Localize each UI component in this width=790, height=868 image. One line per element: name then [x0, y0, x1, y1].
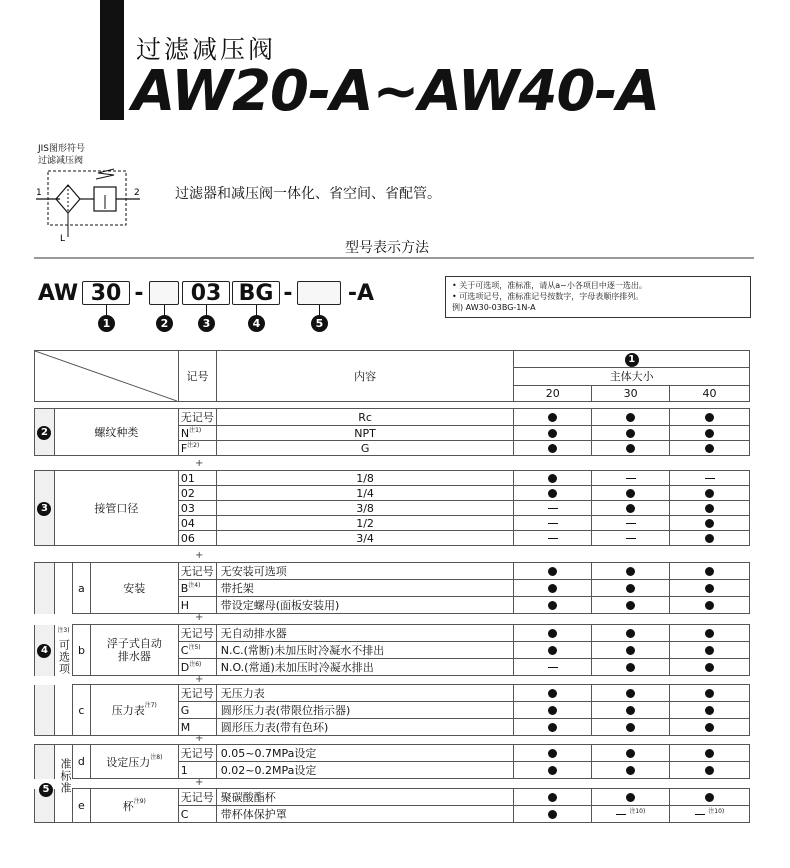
option-code: 无记号: [178, 685, 216, 702]
symbol-port-in: 1: [36, 188, 42, 198]
option-content: 圆形压力表(带有色环): [216, 719, 514, 736]
leader-1: [106, 305, 107, 315]
ordering-note: [445, 276, 751, 318]
option-code: $B^{注4)}$: [178, 580, 216, 597]
port-code: 01: [178, 471, 216, 486]
avail-cell: [514, 719, 592, 736]
jis-symbol: [36, 165, 146, 249]
available-dot: [705, 534, 714, 543]
options-marker-cell: [35, 685, 55, 736]
avail-cell: [670, 806, 750, 823]
unavailable-dash: [626, 523, 636, 524]
avail-cell: [514, 762, 592, 779]
code-suffix: -A: [347, 280, 375, 306]
available-dot: [626, 444, 635, 453]
avail-cell: [514, 426, 592, 441]
avail-cell: [670, 531, 750, 546]
semi-d-table: [34, 744, 750, 779]
available-dot: [548, 793, 557, 802]
option-code: $D^{注6)}$: [178, 659, 216, 676]
available-dot: [626, 584, 635, 593]
semi-marker: 5: [39, 783, 53, 797]
leader-5: [319, 305, 320, 315]
semi-d-label: 设定压力$^{注8)}$: [90, 745, 178, 779]
semi-code: 1: [178, 762, 216, 779]
avail-cell: [514, 580, 592, 597]
avail-cell: [514, 625, 592, 642]
option-content: N.C.(常断)未加压时冷凝水不排出: [216, 642, 514, 659]
avail-cell: [514, 789, 592, 806]
avail-cell: [514, 409, 592, 426]
port-label: 接管口径: [54, 471, 178, 546]
options-vertical-cell: [54, 563, 72, 614]
port-code: 02: [178, 486, 216, 501]
available-dot: [705, 444, 714, 453]
available-dot: [626, 663, 635, 672]
thread-code: $F^{注2)}$: [178, 441, 216, 456]
semi-code: 无记号: [178, 745, 216, 762]
avail-cell: [670, 409, 750, 426]
symbol-boundary: [48, 171, 126, 225]
plus-separator: +: [195, 612, 204, 623]
unavailable-dash: [548, 667, 558, 668]
avail-cell: [592, 531, 670, 546]
thread-content: G: [216, 441, 514, 456]
available-dot: [548, 567, 557, 576]
avail-cell: [670, 789, 750, 806]
avail-cell: [592, 719, 670, 736]
port-content: 1/4: [216, 486, 514, 501]
available-dot: [548, 706, 557, 715]
avail-cell: [514, 642, 592, 659]
option-c-label: 压力表$^{注7)}$: [90, 685, 178, 736]
plus-separator: +: [195, 458, 204, 469]
available-dot: [626, 689, 635, 698]
semi-d-letter: d: [72, 745, 90, 779]
avail-cell: [514, 659, 592, 676]
port-table: [34, 470, 750, 546]
semi-content: 0.02~0.2MPa设定: [216, 762, 514, 779]
header-body-size: 主体大小: [514, 368, 750, 385]
unavailable-dash: [548, 508, 558, 509]
option-code: $C^{注5)}$: [178, 642, 216, 659]
available-dot: [705, 766, 714, 775]
option-content: 带托架: [216, 580, 514, 597]
option-a-label: 安装: [90, 563, 178, 614]
option-code: 无记号: [178, 563, 216, 580]
header-group-marker: [514, 351, 750, 368]
option-a-table: [34, 562, 750, 614]
avail-cell: [670, 426, 750, 441]
avail-cell: [514, 471, 592, 486]
thread-content: NPT: [216, 426, 514, 441]
avail-cell: [592, 806, 670, 823]
avail-cell: [592, 789, 670, 806]
avail-cell: [592, 685, 670, 702]
available-dot: [548, 689, 557, 698]
option-c-table: [34, 684, 750, 736]
unavailable-dash: [695, 814, 705, 815]
avail-cell: [670, 702, 750, 719]
marker-2: 2: [156, 315, 173, 332]
marker-3: 3: [198, 315, 215, 332]
avail-cell: [592, 642, 670, 659]
avail-cell: [514, 486, 592, 501]
semi-marker-wrap: [39, 777, 53, 797]
port-marker: 3: [35, 471, 55, 546]
code-prefix: AW: [37, 280, 79, 306]
options-marker: 4: [37, 644, 51, 658]
code-options: BG: [232, 281, 280, 305]
avail-cell: [670, 719, 750, 736]
avail-cell: [670, 659, 750, 676]
symbol-port-drain: L: [60, 234, 66, 244]
leader-3: [206, 305, 207, 315]
port-code: 06: [178, 531, 216, 546]
available-dot: [548, 646, 557, 655]
avail-cell: [670, 471, 750, 486]
avail-cell: [670, 501, 750, 516]
title-accent-bar: [100, 0, 124, 120]
marker-5: 5: [311, 315, 328, 332]
avail-cell: [592, 471, 670, 486]
page-title-model: AW20-A~AW40-A: [132, 59, 660, 124]
thread-code: 无记号: [178, 409, 216, 426]
code-hyphen: -: [134, 280, 144, 306]
unavailable-dash: [616, 814, 626, 815]
option-code: M: [178, 719, 216, 736]
available-dot: [626, 629, 635, 638]
available-dot: [705, 429, 714, 438]
avail-cell: [670, 597, 750, 614]
avail-cell: [670, 441, 750, 456]
semi-content: 0.05~0.7MPa设定: [216, 745, 514, 762]
avail-cell: [670, 685, 750, 702]
note-line-3: 例) AW30-03BG-1N-A: [452, 303, 536, 312]
available-dot: [705, 793, 714, 802]
option-content: N.O.(常通)未加压时冷凝水排出: [216, 659, 514, 676]
port-code: 04: [178, 516, 216, 531]
available-dot: [626, 601, 635, 610]
semi-code: C: [178, 806, 216, 823]
available-dot: [705, 601, 714, 610]
avail-cell: [670, 642, 750, 659]
available-dot: [548, 584, 557, 593]
avail-cell: [514, 531, 592, 546]
unavailable-dash: [548, 523, 558, 524]
available-dot: [548, 810, 557, 819]
code-thread-blank: [149, 281, 179, 305]
port-content: 3/4: [216, 531, 514, 546]
avail-cell: [670, 625, 750, 642]
dash-note: 注10): [708, 807, 725, 815]
header-marker-1: 1: [625, 353, 639, 367]
available-dot: [548, 444, 557, 453]
thread-marker: 2: [35, 409, 55, 456]
avail-cell: [514, 501, 592, 516]
avail-cell: [514, 702, 592, 719]
available-dot: [705, 706, 714, 715]
available-dot: [705, 489, 714, 498]
available-dot: [705, 723, 714, 732]
note-line-1: • 关于可选项，准标准，请从a~小各项目中逐一选出。: [452, 281, 647, 290]
available-dot: [626, 723, 635, 732]
available-dot: [705, 584, 714, 593]
available-dot: [548, 766, 557, 775]
option-content: 带设定螺母(面板安装用): [216, 597, 514, 614]
avail-cell: [592, 441, 670, 456]
thread-code: $N^{注1)}$: [178, 426, 216, 441]
available-dot: [705, 646, 714, 655]
note-line-2: • 可选项记号，准标准记号按数字，字母表顺序排列。: [452, 292, 644, 301]
available-dot: [626, 766, 635, 775]
available-dot: [548, 489, 557, 498]
option-b-table: [34, 624, 750, 676]
jis-label: JIS图形符号: [38, 144, 86, 154]
avail-cell: [514, 597, 592, 614]
header-size-20: 20: [514, 385, 592, 401]
plus-separator: +: [195, 550, 204, 561]
code-size: 30: [82, 281, 130, 305]
available-dot: [705, 519, 714, 528]
plus-separator: +: [195, 777, 204, 788]
options-note: 注3): [57, 627, 70, 634]
available-dot: [626, 706, 635, 715]
product-description: 过滤器和减压阀一体化、省空间、省配管。: [175, 186, 441, 202]
unavailable-dash: [626, 538, 636, 539]
port-code: 03: [178, 501, 216, 516]
leader-4: [256, 305, 257, 315]
available-dot: [626, 646, 635, 655]
avail-cell: [592, 745, 670, 762]
available-dot: [548, 429, 557, 438]
avail-cell: [514, 516, 592, 531]
available-dot: [548, 413, 557, 422]
marker-4: 4: [248, 315, 265, 332]
semi-content: 带杯体保护罩: [216, 806, 514, 823]
avail-cell: [670, 580, 750, 597]
header-content: 内容: [216, 351, 513, 402]
avail-cell: [670, 563, 750, 580]
header-size-40: 40: [670, 385, 750, 401]
avail-cell: [670, 745, 750, 762]
option-content: 无压力表: [216, 685, 514, 702]
unavailable-dash: [626, 478, 636, 479]
available-dot: [626, 567, 635, 576]
spec-table-header: [34, 350, 750, 402]
unavailable-dash: [548, 538, 558, 539]
option-content: 无自动排水器: [216, 625, 514, 642]
avail-cell: [592, 426, 670, 441]
dash-note: 注10): [629, 807, 646, 815]
available-dot: [626, 413, 635, 422]
option-content: 圆形压力表(带限位指示器): [216, 702, 514, 719]
header-symbol: 记号: [178, 351, 216, 402]
avail-cell: [514, 806, 592, 823]
option-c-letter: c: [72, 685, 90, 736]
option-code: 无记号: [178, 625, 216, 642]
available-dot: [626, 504, 635, 513]
plus-separator: +: [195, 674, 204, 685]
avail-cell: [670, 486, 750, 501]
avail-cell: [670, 516, 750, 531]
thread-table: [34, 408, 750, 456]
available-dot: [705, 749, 714, 758]
header-size-30: 30: [592, 385, 670, 401]
semi-e-label: 杯$^{注9)}$: [90, 789, 178, 823]
avail-cell: [592, 516, 670, 531]
semi-content: 聚碳酸酯杯: [216, 789, 514, 806]
code-hyphen-2: -: [283, 280, 293, 306]
options-label: 可选项: [57, 639, 71, 675]
option-b-label: 浮子式自动 排水器: [90, 625, 178, 676]
available-dot: [548, 723, 557, 732]
avail-cell: [592, 486, 670, 501]
page-title-cn: 过滤减压阀: [136, 35, 277, 64]
semi-code: 无记号: [178, 789, 216, 806]
unavailable-dash: [705, 478, 715, 479]
port-content: 1/2: [216, 516, 514, 531]
jis-sublabel: 过滤减压阀: [38, 156, 84, 166]
available-dot: [626, 749, 635, 758]
available-dot: [626, 793, 635, 802]
semi-marker-cell: [35, 745, 55, 779]
available-dot: [705, 689, 714, 698]
available-dot: [705, 663, 714, 672]
avail-cell: [592, 409, 670, 426]
available-dot: [705, 629, 714, 638]
option-content: 无安装可选项: [216, 563, 514, 580]
avail-cell: [592, 597, 670, 614]
port-content: 3/8: [216, 501, 514, 516]
avail-cell: [592, 501, 670, 516]
available-dot: [626, 489, 635, 498]
avail-cell: [592, 625, 670, 642]
option-code: G: [178, 702, 216, 719]
port-content: 1/8: [216, 471, 514, 486]
available-dot: [548, 629, 557, 638]
code-port: 03: [182, 281, 230, 305]
available-dot: [548, 601, 557, 610]
section-divider: [34, 257, 754, 259]
plus-separator: +: [195, 733, 204, 744]
avail-cell: [514, 563, 592, 580]
avail-cell: [592, 580, 670, 597]
avail-cell: [592, 702, 670, 719]
options-vertical-cell: [54, 625, 72, 676]
header-corner: [35, 351, 179, 402]
option-a-letter: a: [72, 563, 90, 614]
option-b-letter: b: [72, 625, 90, 676]
available-dot: [705, 413, 714, 422]
thread-label: 螺纹种类: [54, 409, 178, 456]
semi-label: 准标准: [59, 758, 72, 794]
thread-content: Rc: [216, 409, 514, 426]
avail-cell: [592, 659, 670, 676]
options-marker-cell: [35, 625, 55, 676]
avail-cell: [514, 745, 592, 762]
available-dot: [548, 749, 557, 758]
avail-cell: [592, 563, 670, 580]
semi-e-letter: e: [72, 789, 90, 823]
available-dot: [705, 504, 714, 513]
available-dot: [548, 474, 557, 483]
options-marker-cell: [35, 563, 55, 614]
available-dot: [626, 429, 635, 438]
section-title: 型号表示方法: [345, 237, 429, 259]
leader-2: [164, 305, 165, 315]
marker-1: 1: [98, 315, 115, 332]
semi-e-table: [34, 788, 750, 823]
option-code: H: [178, 597, 216, 614]
available-dot: [705, 567, 714, 576]
symbol-port-out: 2: [134, 188, 140, 198]
avail-cell: [514, 685, 592, 702]
avail-cell: [670, 762, 750, 779]
code-semi-blank: [297, 281, 341, 305]
avail-cell: [514, 441, 592, 456]
options-vertical-cell: [54, 685, 72, 736]
avail-cell: [592, 762, 670, 779]
